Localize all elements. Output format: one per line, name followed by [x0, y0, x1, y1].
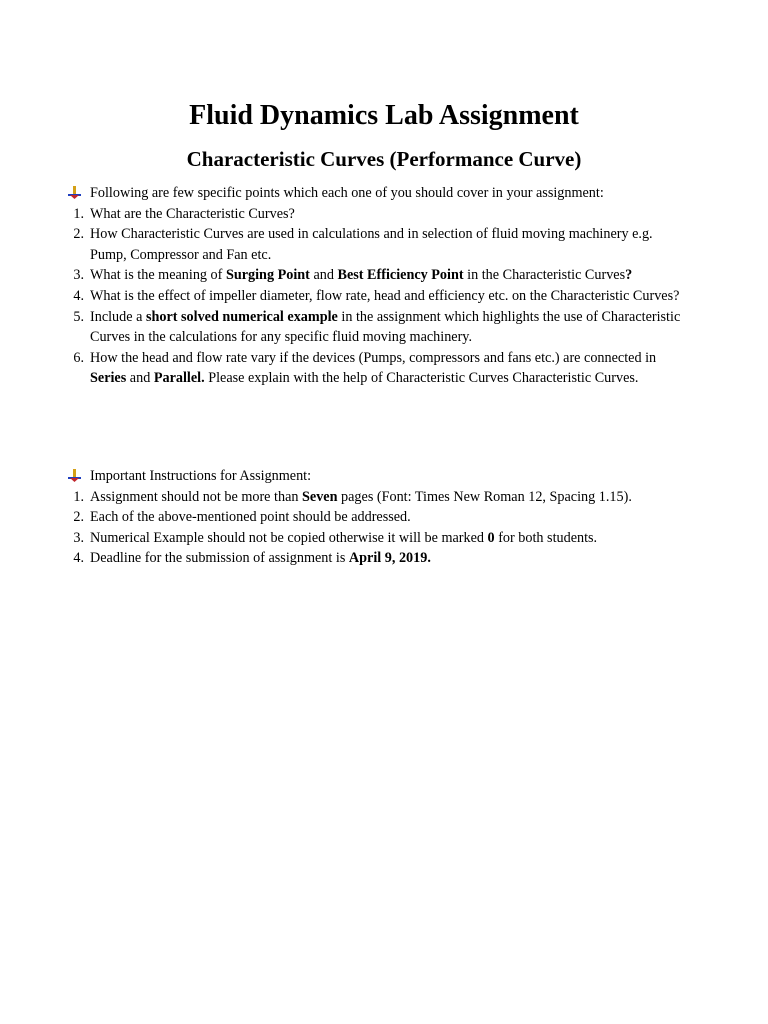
list-item: [64, 348, 684, 389]
list-item: [64, 265, 684, 286]
document-title: Fluid Dynamics Lab Assignment: [189, 100, 579, 131]
document-subtitle: Characteristic Curves (Performance Curve): [186, 147, 582, 171]
list-item-text: What is the effect of impeller diameter, flow rate, head and efficiency etc. on the Characteristic Curves?: [90, 287, 680, 304]
bold-text: Seven: [302, 488, 338, 505]
section-intro-text: Important Instructions for Assignment:: [90, 468, 312, 484]
list-item-text: Each of the above-mentioned point should be addressed.: [90, 509, 411, 526]
list-item: [64, 204, 684, 225]
list-item-number: 3.: [73, 267, 84, 284]
list-item: [64, 548, 684, 569]
bold-text: Parallel.: [153, 370, 205, 387]
instructions-list: [64, 487, 684, 569]
list-item-text: Numerical Example should not be copied otherwise it will be marked 0 for both students.: [90, 529, 598, 546]
section-intro: [64, 466, 684, 487]
list-item-number: 2.: [73, 509, 84, 526]
list-item: [64, 507, 684, 528]
list-item-text: Assignment should not be more than Seven pages (Font: Times New Roman 12, Spacing 1.15).: [90, 488, 632, 505]
points-to-cover-section: [64, 183, 684, 389]
list-item: [64, 487, 684, 508]
list-item-number: 4.: [73, 550, 84, 567]
bold-text: short solved numerical example: [145, 308, 338, 325]
list-item: [64, 286, 684, 307]
bold-text: Series: [90, 370, 127, 387]
list-item-number: 4.: [73, 287, 84, 304]
bold-text: Surging Point: [225, 267, 310, 284]
list-item: [64, 224, 684, 265]
bold-text: 0: [487, 529, 495, 546]
arrow-down-bullet-icon: [68, 186, 81, 200]
instructions-section: [64, 466, 684, 569]
list-item-text: What is the meaning of Surging Point and Best Efficiency Point in the Characteristic Curves?: [90, 267, 633, 284]
list-item-number: 1.: [73, 205, 84, 222]
list-item-text: How Characteristic Curves are used in calculations and in selection of fluid moving machinery e.g. Pump, Compressor and Fan etc.: [90, 226, 653, 263]
list-item: [64, 307, 684, 348]
list-item-number: 5.: [73, 308, 84, 325]
list-item-number: 3.: [73, 529, 84, 546]
list-item: [64, 528, 684, 549]
list-item-text: How the head and flow rate vary if the devices (Pumps, compressors and fans etc.) are connected in Series and Parallel. Please explain with the help of Characteristic Curves Characteristic Curves.: [90, 349, 657, 387]
list-item-number: 6.: [73, 349, 84, 366]
points-list: [64, 204, 684, 389]
bold-text: Best Efficiency Point: [337, 267, 464, 284]
arrow-down-bullet-icon: [68, 469, 81, 483]
section-intro-text: Following are few specific points which each one of you should cover in your assignment:: [90, 185, 604, 201]
list-item-number: 1.: [73, 488, 84, 505]
bold-text: ?: [625, 267, 633, 284]
section-intro: [64, 183, 684, 204]
list-item-text: Include a short solved numerical example in the assignment which highlights the use of Characteristic Curves in the calculations for any specific fluid moving machinery.: [90, 308, 681, 346]
list-item-number: 2.: [73, 226, 84, 243]
bold-text: April 9, 2019.: [348, 550, 431, 567]
list-item-text: What are the Characteristic Curves?: [90, 205, 295, 222]
list-item-text: Deadline for the submission of assignment is April 9, 2019.: [90, 550, 431, 567]
